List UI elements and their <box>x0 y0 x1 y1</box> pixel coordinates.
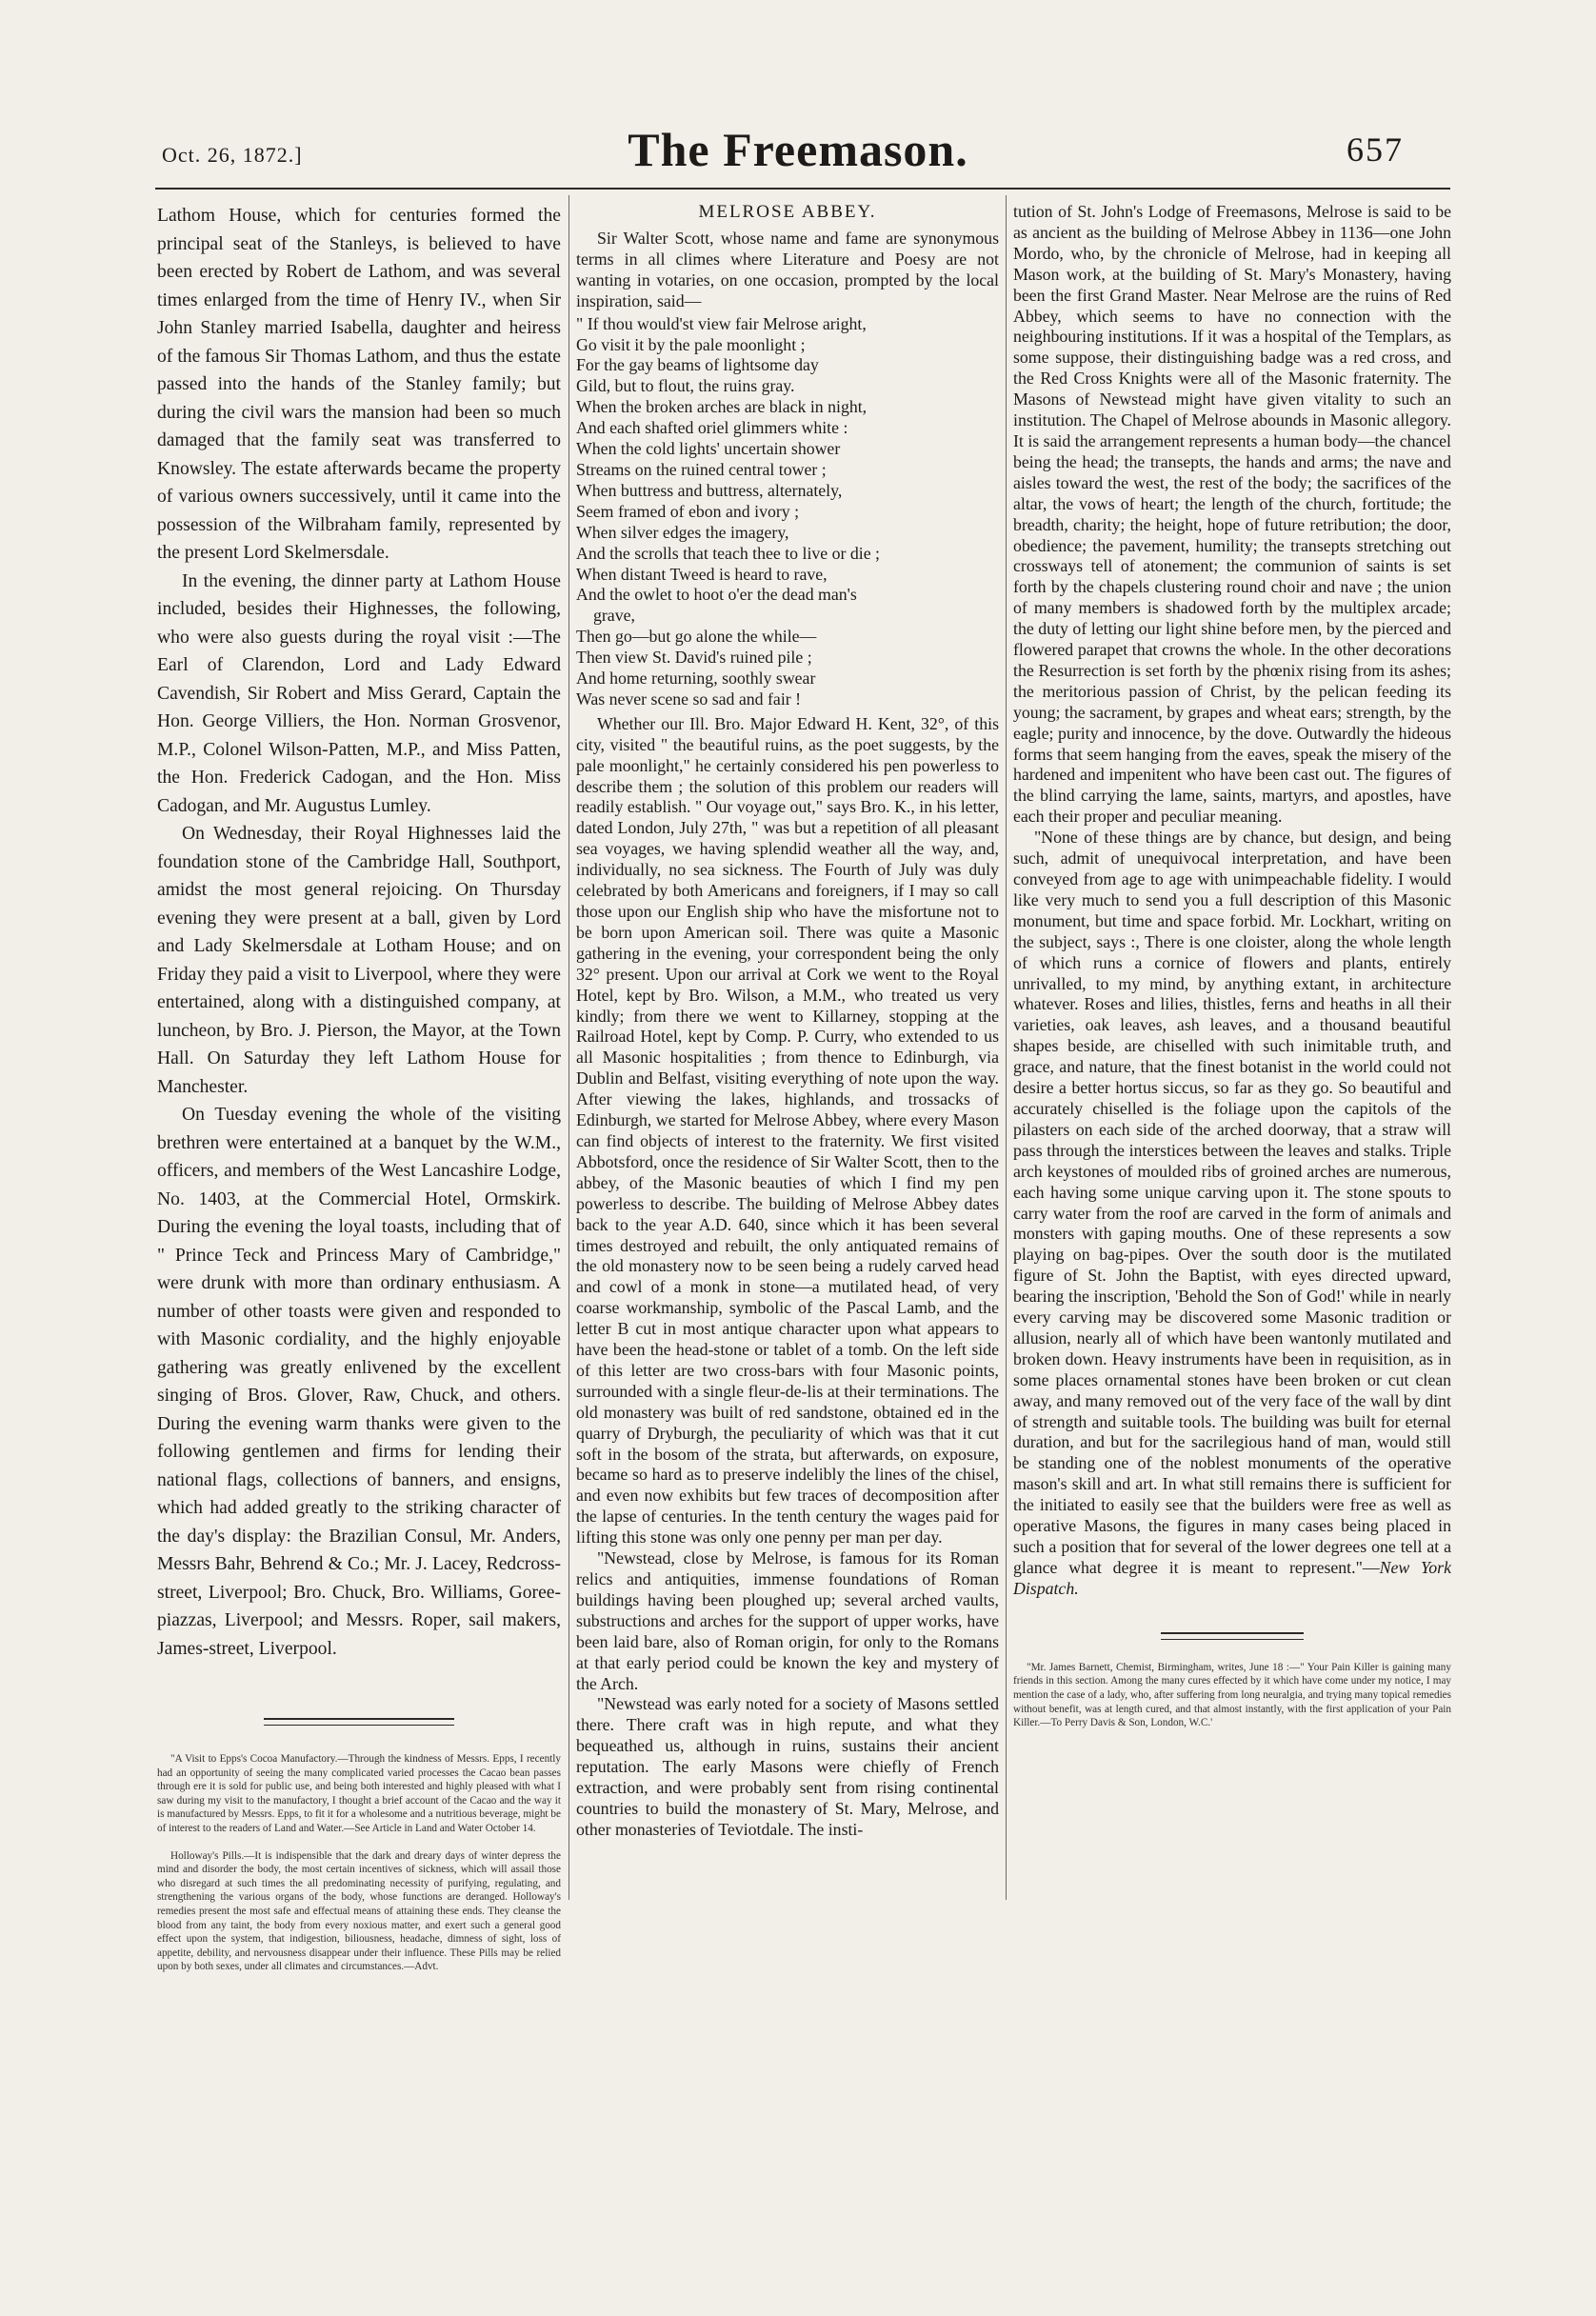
quote-text: "None of these things are by chance, but design, and being such, admit of unequivocal interpretation, and have been conveyed from age to age with unimpeachable fidelity. I would like very much to send you a full description of this Masonic monument, but time and space forbid. Mr. Lockhart, writing on the subject, says :, There is one cloister, along the whole length of which runs a cornice of flowers and plants, entirely unrivalled, to my mind, by anything extant, in architecture whatever. Roses and lilies, thistles, ferns and heaths in all their varieties, oak leaves, ash leaves, and a thousand beautiful shapes beside, are chiselled with such inimitable truth, and grace, and nature, that the finest botanist in the world could not desire a better hortus siccus, so far as they go. So beautiful and accurately chiselled is the foliage upon the capitols of the pilasters on each side of the arched doorway, that a straw will pass through the interstices between the leaves and stalks. Triple arch keystones of moulded ribs of groined arches are numerous, each having some unique carving upon it. The stone spouts to carry water from the roof are carved in the form of animals and monsters with gaping mouths. One of these represents a sow playing on bag-pipes. Over the south door is the mutilated figure of St. John the Baptist, with eyes directed upward, bearing the inscription, 'Behold the Son of God!' while in nearly every carving may be discovered some Masonic tradition or allusion, nearly all of which have been wantonly mutilated and broken down. Heavy instruments have been in requisition, as in some places ornamental stones have been broken or cut clean away, and many removed out of the very face of the wall by dint of strength and suitable tools. The building was built for eternal duration, and but for the sacrilegious hand of man, would still be standing one of the noblest monuments of the operative mason's skill and art. In what still remains there is sufficient for the initiated to easily see that the builders were free as well as operative Masons, the figures in many cases being placed in such a position that for several of the lower degrees one tell at a glance what degree it is meant to represent."— <box>1013 828 1451 1577</box>
poem-line: And each shafted oriel glimmers white : <box>576 418 848 438</box>
column-2 <box>576 202 999 1841</box>
section-separator <box>264 1718 454 1726</box>
issue-date: Oct. 26, 1872.] <box>162 143 303 167</box>
poem-line: " If thou would'st view fair Melrose aright, <box>576 313 867 333</box>
paragraph: "Newstead was early noted for a society of Masons settled there. There craft was in high repute, and what they bequeathed us, although in ruins, sustains their ancient reputation. The early Masons were chiefly of French extraction, and were probably sent from rising continental countries to build the monastery of St. Mary, Melrose, and other monasteries of Teviotdale. The insti- <box>576 1694 999 1839</box>
advertisement-holloways-pills: Holloway's Pills.—It is indispensible that the dark and dreary days of winter depress the mind and disorder the body, the most certain incentives of sickness, which will assail those who disregard at such times the all predominating necessity of purifying, regulating, and strengthening the various organs of the body, whose functions are deranged. Holloway's remedies present the most safe and effectual means of attaining these ends. They cleanse the blood from any taint, the body from every noxious matter, and exert such a general good effect upon the system, that indigestion, biliousness, headache, dimness of sight, loss of appetite, debility, and nervousness disappear under their influence. These Pills may be relied upon by both sexes, under all climates and circumstances.—Advt. <box>157 1849 561 1973</box>
advertisement-epps-cocoa: "A Visit to Epps's Cocoa Manufactory.—Through the kindness of Messrs. Epps, I recently had an opportunity of seeing the many complicated varied processes the Cacao bean passes through ere it is sold for public use, and being both interested and highly pleased with what I saw during my visit to the manufactory, I thought a brief account of the Cacao and the way it is manufactured by Messrs. Epps, to fit it for a wholesome and a nutritious beverage, might be of interest to the readers of Land and Water.—See Article in Land and Water October 14. <box>157 1753 561 1834</box>
column-3 <box>1013 202 1451 1730</box>
masthead-title: The Freemason. <box>628 123 968 176</box>
poem-line: When the cold lights' uncertain shower <box>576 439 841 459</box>
poem-line: When distant Tweed is heard to rave, <box>576 564 828 584</box>
paragraph: In the evening, the dinner party at Lathom House included, besides their Highnesses, the following, who were also guests during the royal visit :—The Earl of Clarendon, Lord and Lady Edward Cavendish, Sir Robert and Miss Gerard, Captain the Hon. George Villiers, the Hon. Norman Grosvenor, M.P., Colonel Wilson-Patten, M.P., and Miss Patten, the Hon. Frederick Cadogan, and the Hon. Miss Cadogan, and Mr. Augustus Lumley. <box>157 570 561 816</box>
source-credit: New York Dispatch. <box>1013 1557 1451 1598</box>
paragraph: tution of St. John's Lodge of Freemasons, Melrose is said to be as ancient as the building of Melrose Abbey in 1136—one John Mordo, who, by the chronicle of Melrose, had in keeping all Mason work, at the building of St. Mary's Monastery, having been the first Grand Master. Near Melrose are the ruins of Red Abbey, which seems to have no connection with the neighbouring institutions. If it was a hospital of the Templars, as some suppose, their distinguishing badge was a red cross, and the Red Cross Knights were all of the Masonic fraternity. The Masons of Newstead might have given vitality to such an institution. The Chapel of Melrose abounds in Masonic allegory. It is said the arrangement represents a human body—the chancel being the head; the transepts, the hands and arms; the nave and aisles toward the west, the rest of the body; the sacrifices of the altar, the vows of heart; the length of the church, fortitude; the breadth, charity; the height, hope of future retribution; the door, obedience; the pavement, humility; the transepts stretching out crossways tell of atonement; the communion of saints is set forth by the chapels clustering round choir and nave ; the union of many members is shadowed forth by the multiplex arcade; the duty of letting our light shine before men, by the pierced and flowered parapet that crowns the whole. In the other decorations the Resurrection is set forth by the phœnix rising from its ashes; the meritorious passion of Christ, by the pelican feeding its young; the sacrament, by grapes and wheat ears; strength, by the eagle; purity and innocence, by the dove. Outwardly the hideous forms that seem hanging from the eaves, speak the misery of the hardened and impenitent who have been cast out. The figures of the blind carrying the lame, saints, martyrs, and apostles, have each their proper and peculiar meaning. <box>1013 202 1451 827</box>
paragraph: "Newstead, close by Melrose, is famous for its Roman relics and antiquities, immense foundations of Roman buildings having been ploughed up; several arched vaults, substructions and arches for the support of upper works, have been laid bare, also of Roman origin, for only to the Romans at that early period could be known the key and mystery of the Arch. <box>576 1548 999 1693</box>
paragraph: On Tuesday evening the whole of the visiting brethren were entertained at a banquet by the W.M., officers, and members of the West Lancashire Lodge, No. 1403, at the Commercial Hotel, Ormskirk. During the evening the loyal toasts, including that of " Prince Teck and Princess Mary of Cambridge," were drunk with more than ordinary enthusiasm. A number of other toasts were given and responded to with Masonic cordiality, and the highly enjoyable gathering was greatly enlivened by the excellent singing of Bros. Glover, Raw, Chuck, and others. During the evening warm thanks were given to the following gentlemen and firms for lending their national flags, collections of banners, and ensigns, which had added greatly to the striking character of the day's display: the Brazilian Consul, Mr. Anders, Messrs Bahr, Behrend & Co.; Mr. J. Lacey, Redcross-street, Liverpool; Bro. Chuck, Bro. Williams, Goree-piazzas, Liverpool; and Messrs. Roper, sail makers, James-street, Liverpool. <box>157 1105 561 1659</box>
poem-line: And home returning, soothly swear <box>576 669 816 689</box>
page-number: 657 <box>1347 130 1404 169</box>
poem-line: And the scrolls that teach thee to live or die ; <box>576 543 880 563</box>
poem-line: Was never scene so sad and fair ! <box>576 689 802 709</box>
article-title: MELROSE ABBEY. <box>698 202 877 222</box>
header-rule <box>155 188 1450 190</box>
poem-line: Gild, but to flout, the ruins gray. <box>576 376 795 396</box>
poem-line: When the broken arches are black in night, <box>576 397 868 417</box>
paragraph: Whether our Ill. Bro. Major Edward H. Kent, 32°, of this city, visited " the beautiful ruins, as the poet suggests, by the pale moonlight," he certainly considered his pen powerless to describe them ; the solution of this problem our readers will readily establish. " Our voyage out," says Bro. K., in his letter, dated London, July 27th, " was but a repetition of all pleasant sea voyages, we having splendid weather all the way, and, individually, no sea sickness. The Fourth of July was duly celebrated by both Americans and foreigners, if I may so call those upon our English ship who have the misfortune not to be born upon American soil. There was quite a Masonic gathering in the evening, your correspondent being the only 32° present. Upon our arrival at Cork we went to the Royal Hotel, kept by Bro. Wilson, a M.M., who treated us very kindly; from there we went to Killarney, stopping at the Railroad Hotel, kept by Comp. P. Curry, who extended to us all Masonic hospitalities ; from thence to Edinburgh, via Dublin and Belfast, visiting everything of note upon the way. After viewing the lakes, highlands, and trossacks of Edinburgh, we started for Melrose Abbey, where every Mason can find objects of interest to the fraternity. We first visited Abbotsford, once the residence of Sir Walter Scott, then to the abbey, of the Masonic beauties of which I find my pen powerless to describe. The building of Melrose Abbey dates back to the year A.D. 640, since which it has been several times destroyed and rebuilt, the only antiquated remains of the old monastery now to be seen being a rudely carved head and cowl of a monk in stone—a mutilated head, of very coarse workmanship, symbolic of the Pascal Lamb, and the letter B cut in most antique character upon what appears to have been the head-stone or tablet of a tomb. On the left side of this letter are two cross-bars with four Masonic points, surrounded with a single fleur-de-lis at their terminations. The old monastery was built of red sandstone, obtained ed in the quarry of Dryburgh, the peculiarity of which was that it cut soft in the bosom of the strata, but afterwards, on exposure, became so hard as to preserve indelibly the lines of the chisel, and even now exhibits but few traces of decomposition after the lapse of centuries. In the tenth century the wages paid for lifting this stone was only one penny per man per day. <box>576 713 999 1547</box>
paragraph: Lathom House, which for centuries formed the principal seat of the Stanleys, is believed to have been erected by Robert de Lathom, and was several times enlarged from the time of Henry IV., when Sir John Stanley married Isabella, daughter and heiress of the famous Sir Thomas Lathom, and thus the estate passed into the hands of the Stanley family; but during the civil wars the mansion had been so much damaged that the family seat was transferred to Knowsley. The estate afterwards became the property of various owners successively, until it came into the possession of the Wilbraham family, represented by the present Lord Skelmersdale. <box>157 206 561 563</box>
column-1 <box>157 202 561 1974</box>
poem-line: Then view St. David's ruined pile ; <box>576 648 812 668</box>
section-separator <box>1161 1632 1304 1640</box>
poem-line: Streams on the ruined central tower ; <box>576 459 827 479</box>
poem-line: When silver edges the imagery, <box>576 522 789 542</box>
poem-line: When buttress and buttress, alternately, <box>576 480 843 500</box>
poem-line: Then go—but go alone the while— <box>576 627 817 647</box>
paragraph <box>1013 828 1451 1600</box>
poem-line: Go visit it by the pale moonlight ; <box>576 334 806 354</box>
poem <box>576 314 999 710</box>
column-divider-2 <box>1006 195 1007 1900</box>
advertisement-pain-killer: "Mr. James Barnett, Chemist, Birmingham, writes, June 18 :—" Your Pain Killer is gaining many friends in this section. Among the many cures effected by it which have come under my notice, I may mention the case of a lady, who, after suffering from long neuralgia, and trying many topical remedies without benefit, was at length cured, and that almost instantly, with the first application of your Pain Killer.—To Perry Davis & Son, London, W.C.' <box>1013 1661 1451 1729</box>
paragraph: On Wednesday, their Royal Highnesses laid the foundation stone of the Cambridge Hall, Southport, amidst the most general rejoicing. On Thursday evening they were present at a ball, given by Lord and Lady Skelmersdale at Lotham House; and on Friday they paid a visit to Liverpool, where they were entertained, along with a distinguished company, at luncheon, by Bro. J. Pierson, the Mayor, at the Town Hall. On Saturday they left Lathom House for Manchester. <box>157 824 561 1097</box>
poem-line: Seem framed of ebon and ivory ; <box>576 501 800 521</box>
poem-line: For the gay beams of lightsome day <box>576 355 819 375</box>
poem-line: grave, <box>593 606 635 626</box>
article-intro: Sir Walter Scott, whose name and fame are synonymous terms in all climes where Literature and Poesy are not wanting in votaries, on one occasion, prompted by the local inspiration, said— <box>576 229 999 310</box>
poem-line: And the owlet to hoot o'er the dead man's <box>576 585 857 605</box>
